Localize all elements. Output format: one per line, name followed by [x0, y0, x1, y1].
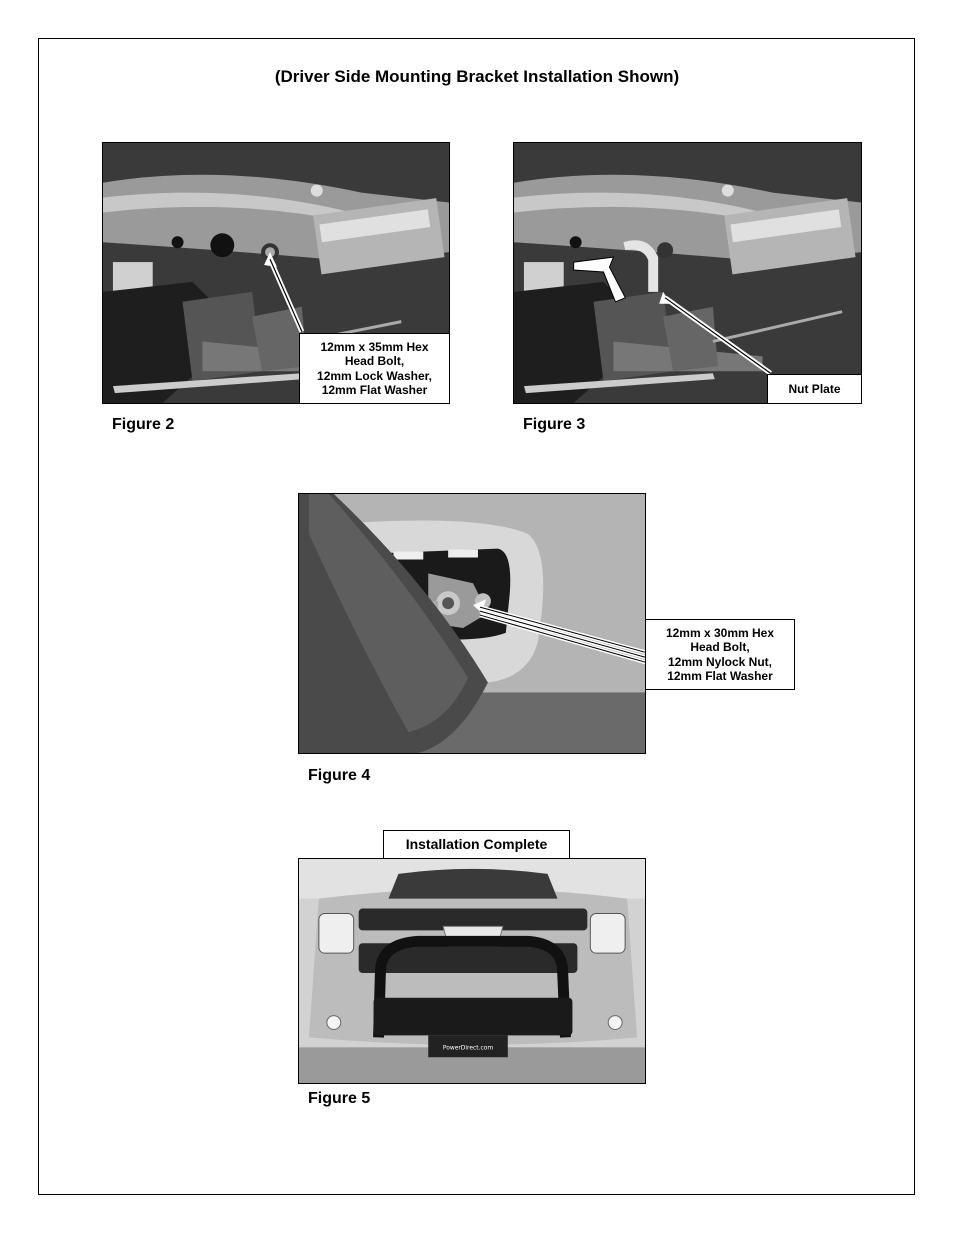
license-plate-text: PowerDirect.com — [442, 1044, 494, 1052]
figure-3-label: Figure 3 — [523, 416, 586, 433]
figure-5-image — [299, 859, 645, 1083]
figure-3-photo — [513, 142, 862, 404]
figure-3-callout: Nut Plate — [767, 374, 862, 404]
figure-2-label: Figure 2 — [112, 416, 175, 433]
figure-4-image — [299, 494, 645, 753]
figure-4-photo — [298, 493, 646, 754]
installation-complete-banner: Installation Complete — [383, 830, 570, 859]
figure-5-photo — [298, 858, 646, 1084]
figure-2-callout: 12mm x 35mm Hex Head Bolt, 12mm Lock Washer, 12mm Flat Washer — [299, 333, 450, 404]
figure-4-label: Figure 4 — [308, 767, 371, 784]
figure-4-callout: 12mm x 30mm Hex Head Bolt, 12mm Nylock Nut, 12mm Flat Washer — [645, 619, 795, 690]
figure-5-label: Figure 5 — [308, 1090, 371, 1107]
figure-3-image — [514, 143, 861, 403]
page-title: (Driver Side Mounting Bracket Installation Shown) — [274, 67, 680, 86]
